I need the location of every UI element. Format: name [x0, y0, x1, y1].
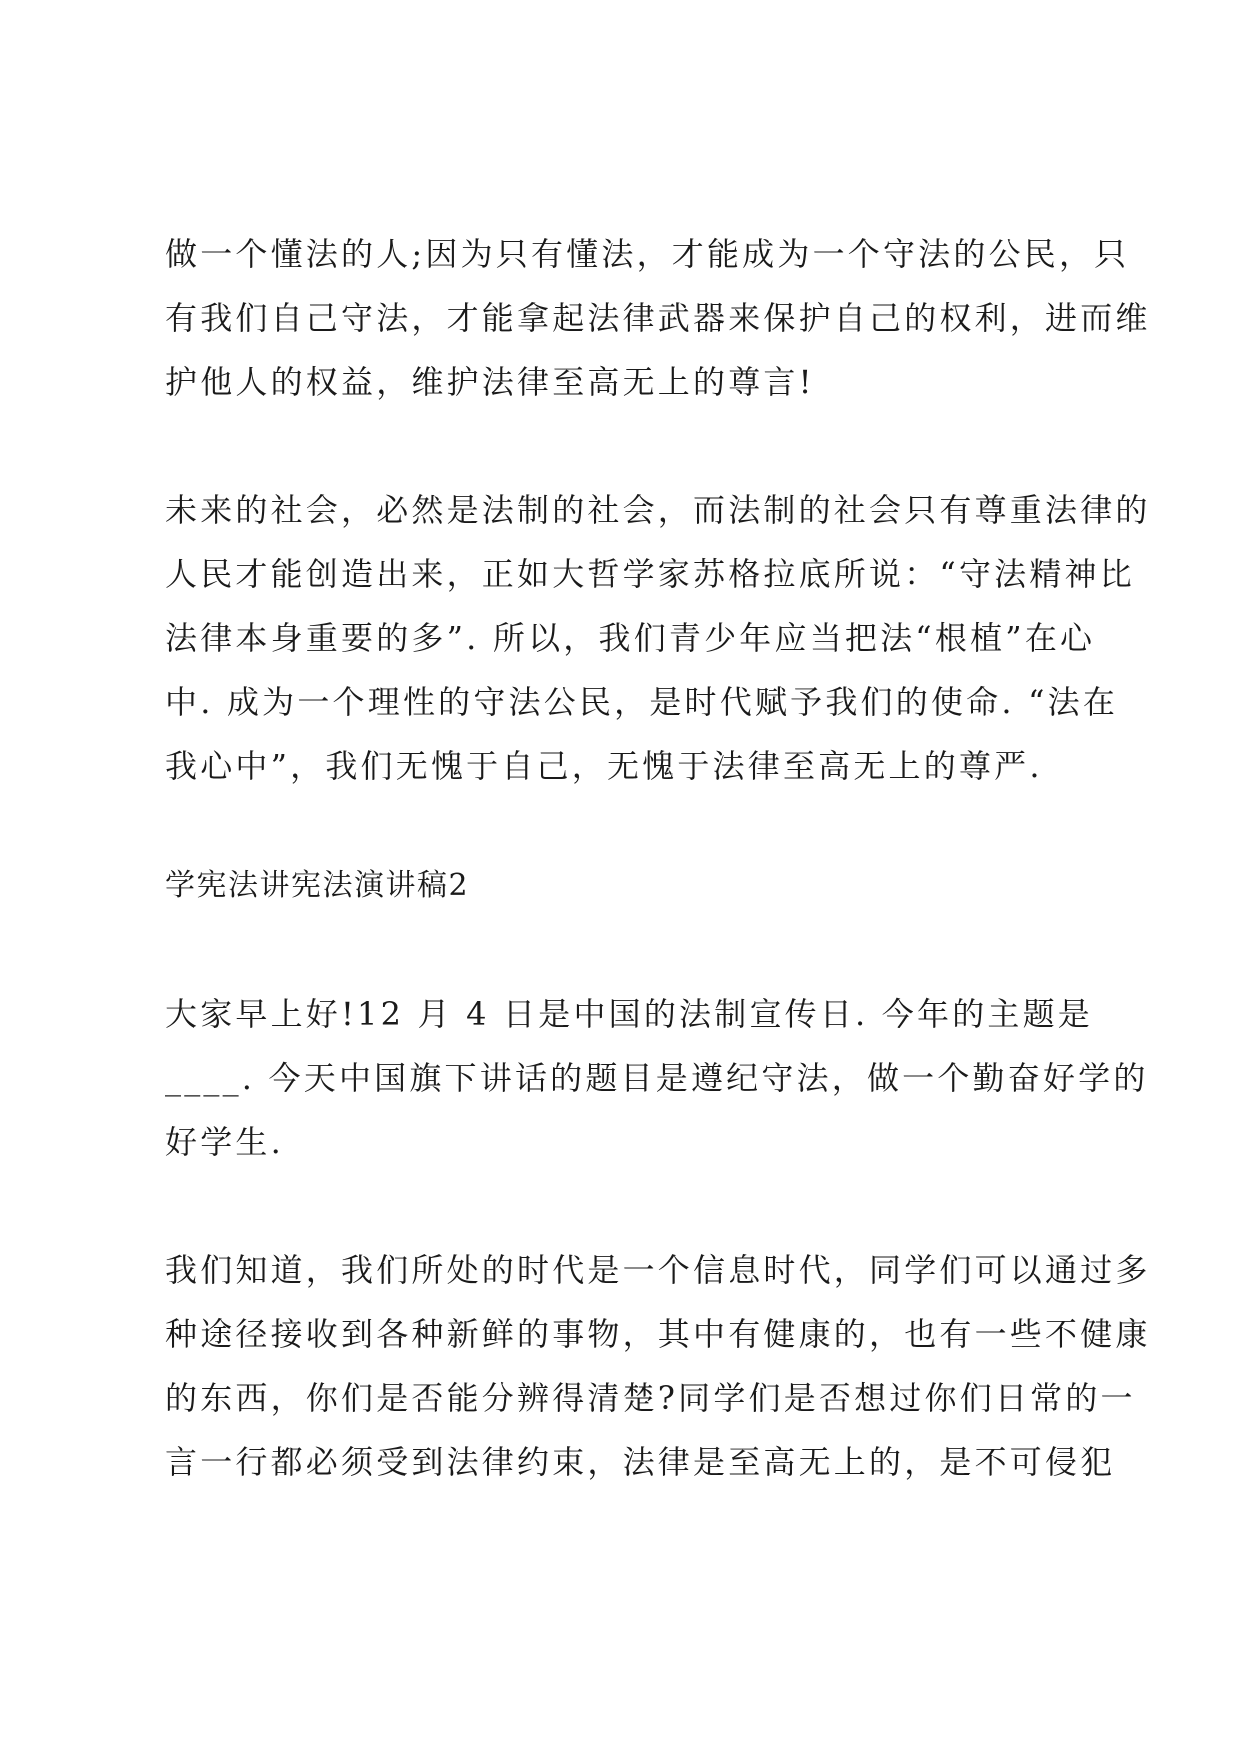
paragraph-2 — [165, 478, 1151, 798]
paragraph-4 — [165, 1238, 1151, 1494]
paragraph-line: 大家早上好!12 月 4 日是中国的法制宣传日. 今年的主题是 — [165, 995, 1093, 1033]
document-body — [165, 222, 1151, 1494]
paragraph-line: ____. 今天中国旗下讲话的题目是遵纪守法，做一个勤奋好学的 — [165, 1059, 1149, 1097]
paragraph-line: 法律本身重要的多”. 所以，我们青少年应当把法“根植”在心 — [165, 619, 1096, 657]
paragraph-line: 未来的社会，必然是法制的社会，而法制的社会只有尊重法律的 — [165, 491, 1151, 529]
paragraph-3 — [165, 982, 1149, 1174]
paragraph-line: 人民才能创造出来，正如大哲学家苏格拉底所说：“守法精神比 — [165, 555, 1135, 593]
paragraph-spacer — [165, 1174, 1095, 1238]
paragraph-line: 做一个懂法的人;因为只有懂法，才能成为一个守法的公民，只 — [165, 235, 1130, 273]
paragraph-line: 言一行都必须受到法律约束，法律是至高无上的，是不可侵犯 — [165, 1443, 1116, 1481]
paragraph-spacer — [165, 798, 1095, 854]
paragraph-line: 我心中”，我们无愧于自己，无愧于法律至高无上的尊严. — [165, 747, 1043, 785]
paragraph-spacer — [165, 918, 1095, 982]
paragraph-line: 好学生. — [165, 1123, 284, 1161]
paragraph-line: 有我们自己守法，才能拿起法律武器来保护自己的权利，进而维 — [165, 299, 1151, 337]
section-heading: 学宪法讲宪法演讲稿2 — [165, 868, 470, 903]
paragraph-line: 护他人的权益，维护法律至高无上的尊言! — [165, 363, 815, 401]
paragraph-line: 种途径接收到各种新鲜的事物，其中有健康的，也有一些不健康 — [165, 1315, 1151, 1353]
paragraph-spacer — [165, 414, 1095, 478]
paragraph-line: 的东西，你们是否能分辨得清楚?同学们是否想过你们日常的一 — [165, 1379, 1136, 1417]
paragraph-line: 中. 成为一个理性的守法公民，是时代赋予我们的使命. “法在 — [165, 683, 1119, 721]
paragraph-line: 我们知道，我们所处的时代是一个信息时代，同学们可以通过多 — [165, 1251, 1151, 1289]
paragraph-1 — [165, 222, 1151, 414]
